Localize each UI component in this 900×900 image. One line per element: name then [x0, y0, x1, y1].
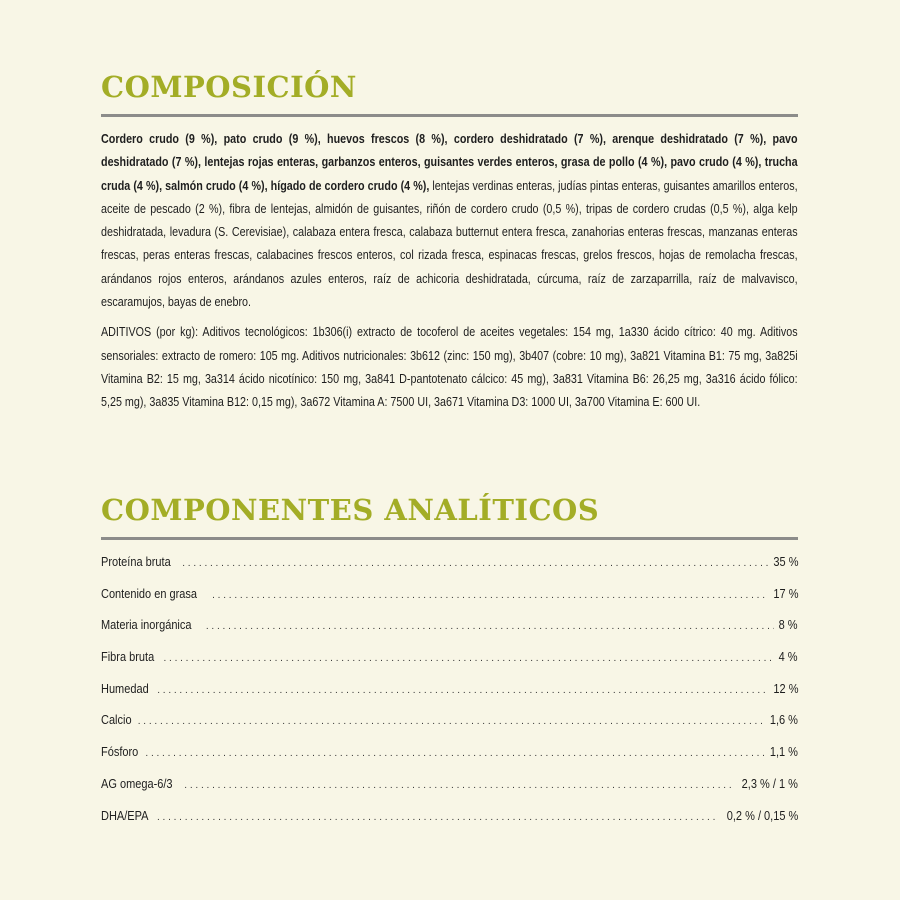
row-label: Proteína bruta — [101, 555, 171, 569]
dot-leader — [145, 744, 764, 764]
ingredients-secondary: lentejas verdinas enteras, judías pintas enteras, guisantes amarillos enteros, aceite de pescado (2 %), fibra de lentejas, almidón de guisantes, riñón de cordero crudo (0,5 %), tripas de cordero crudas (0,5 %), alga kelp deshidratada, levadura (S. Cerevisiae), calabaza entera fresca, calabaza butternut entera fresca, zanahorias enteras frescas, manzanas enteras frescas, peras enteras frescas, calabacines frescos enteros, col rizada fresca, espinacas frescas, grelos frescos, hojas de remolacha frescas, arándanos rojos enteros, arándanos azules enteros, raíz de achicoria deshidratada, cúrcuma, raíz de zarzaparrilla, raíz de malvavisco, escaramujos, bayas de enebro. — [101, 178, 798, 310]
analytical-row-ash — [101, 615, 798, 647]
analytical-row-moisture — [101, 679, 798, 711]
analytical-divider — [101, 537, 798, 540]
dot-leader — [206, 617, 775, 637]
row-value: 4 % — [779, 650, 798, 665]
dot-leader — [138, 712, 764, 732]
row-value: 1,1 % — [769, 745, 798, 760]
row-label: Fibra bruta — [101, 650, 155, 665]
analytical-table — [101, 552, 798, 837]
row-label: AG omega-6/3 — [101, 776, 173, 791]
row-value: 2,3 % / 1 % — [741, 776, 798, 791]
dot-leader — [157, 808, 715, 828]
row-label: Materia inorgánica — [101, 618, 192, 633]
row-value: 1,6 % — [769, 713, 798, 728]
analytical-title: COMPONENTES ANALÍTICOS — [101, 493, 600, 527]
dot-leader — [184, 776, 732, 796]
composition-divider — [101, 114, 798, 117]
row-value: 0,2 % / 0,15 % — [726, 808, 798, 823]
dot-leader — [157, 681, 767, 701]
row-label: Humedad — [101, 681, 149, 696]
dot-leader — [182, 554, 767, 574]
analytical-row-fiber — [101, 647, 798, 679]
row-label: Contenido en grasa — [101, 586, 198, 601]
row-label: Fósforo — [101, 745, 139, 760]
row-value: 35 % — [772, 555, 798, 569]
composition-body — [101, 128, 798, 415]
analytical-row-calcium — [101, 710, 798, 742]
row-value: 12 % — [772, 681, 798, 696]
dot-leader — [163, 649, 774, 669]
ingredients-paragraph — [101, 128, 798, 314]
analytical-row-omega — [101, 774, 798, 806]
composition-title: COMPOSICIÓN — [101, 70, 357, 104]
analytical-row-dha-epa — [101, 806, 798, 838]
additives-paragraph: ADITIVOS (por kg): Aditivos tecnológicos: 1b306(i) extracto de tocoferol de aceites vegetales: 154 mg, 1a330 ácido cítrico: 40 mg. Aditivos sensoriales: extracto de romero: 105 mg. Aditivos nutricionales: 3b612 (zinc: 150 mg), 3b407 (cobre: 10 mg), 3a821 Vitamina B1: 75 mg, 3a825i Vitamina B2: 15 mg, 3a314 ácido nicotínico: 150 mg, 3a841 D-pantotenato cálcico: 45 mg), 3a831 Vitamina B6: 26,25 mg, 3a316 ácido fólico: 5,25 mg), 3a835 Vitamina B12: 0,15 mg), 3a672 Vitamina A: 7500 UI, 3a671 Vitamina D3: 1000 UI, 3a700 Vitamina E: 600 UI. — [101, 325, 798, 410]
row-label: DHA/EPA — [101, 808, 149, 823]
analytical-row-fat — [101, 584, 798, 616]
dot-leader — [212, 586, 767, 606]
analytical-row-protein — [101, 552, 798, 584]
row-value: 8 % — [779, 618, 798, 633]
analytical-row-phosphorus — [101, 742, 798, 774]
row-label: Calcio — [101, 713, 132, 728]
ingredients-main: Cordero crudo (9 %), pato crudo (9 %), huevos frescos (8 %), cordero deshidratado (7 %), arenque deshidratado (7 %), pavo deshidratado (7 %), lentejas rojas enteras, garbanzos enteros, guisantes verdes enteros, grasa de pollo (4 %), pavo crudo (4 %), trucha cruda (4 %), salmón crudo (4 %), hígado de cordero crudo (4 %), — [101, 132, 798, 193]
row-value: 17 % — [772, 586, 798, 601]
